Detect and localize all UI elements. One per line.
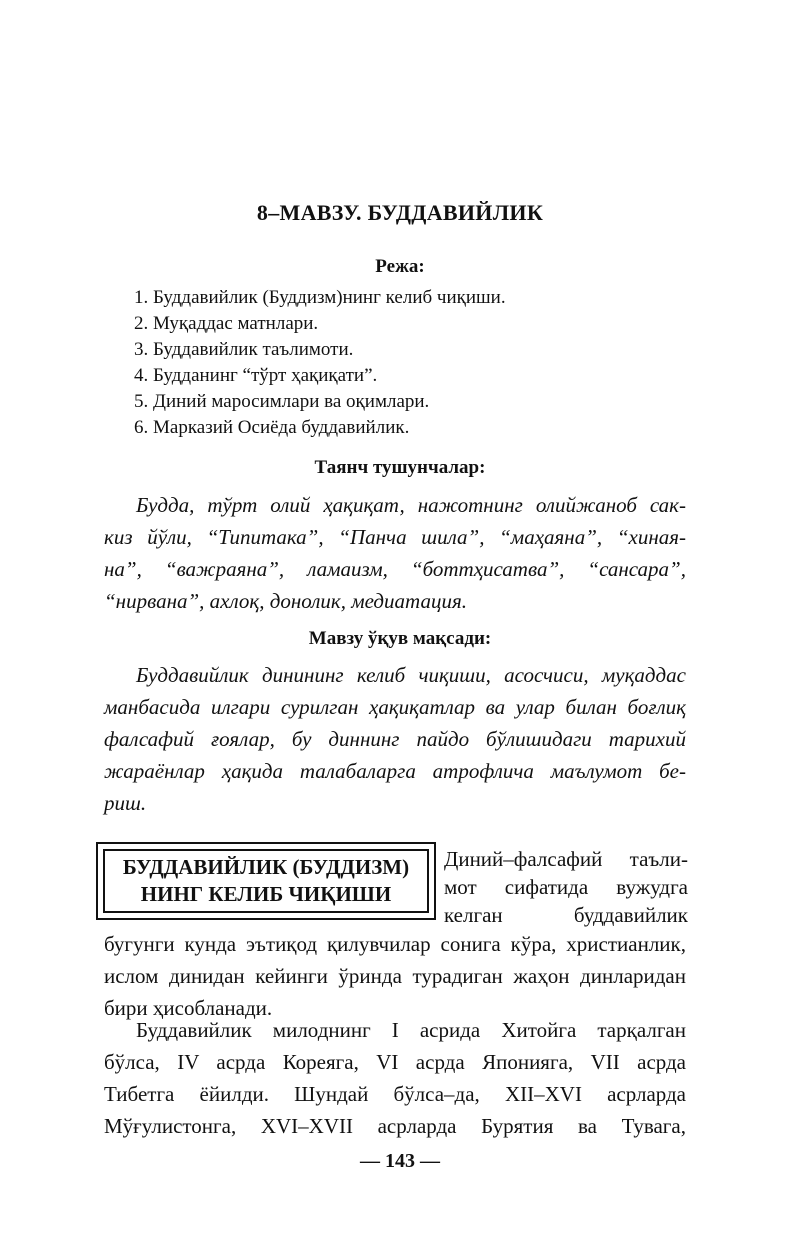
goal-line: фалсафий ғоялар, бу диннинг пайдо бўлишидаги тарихий: [104, 727, 686, 751]
plan-list: [134, 285, 506, 441]
concepts-heading: Таянч тушунчалар:: [314, 457, 486, 478]
goal-heading: Мавзу ўқув мақсади:: [308, 628, 492, 649]
paragraph-line: бўлса, IV асрда Кореяга, VI асрда Японияга, VII асрда: [104, 1050, 686, 1074]
plan-item: 6. Марказий Осиёда буддавийлик.: [134, 417, 410, 438]
page-title: 8–МАВЗУ. БУДДАВИЙЛИК: [256, 200, 544, 225]
goal-line: Буддавийлик динининг келиб чиқиши, асосчиси, муқаддас: [136, 663, 686, 687]
section-heading-line: НИНГ КЕЛИБ ЧИҚИШИ: [140, 882, 392, 906]
section-heading-box: [96, 842, 436, 920]
paragraph-line: бири ҳисобланади.: [104, 996, 273, 1020]
plan-item: 3. Буддавийлик таълимоти.: [134, 339, 354, 360]
concepts-line: Будда, тўрт олий ҳақиқат, нажотнинг олийжаноб сак-: [136, 493, 686, 517]
page-number: — 143 —: [360, 1150, 440, 1172]
concepts-text: [104, 489, 686, 617]
goal-line: манбасида илгари сурилган ҳақиқатлар ва улар билан боғлиқ: [104, 695, 686, 719]
concepts-line: киз йўли, “Типитака”, “Панча шила”, “маҳаяна”, “хиная-: [104, 525, 686, 549]
concepts-line: “нирвана”, ахлоқ, донолик, медиатация.: [104, 589, 467, 613]
intro-line: келган буддавийлик: [444, 903, 688, 927]
goal-line: риш.: [104, 791, 147, 815]
plan-item: 1. Буддавийлик (Буддизм)нинг келиб чиқиши.: [134, 287, 506, 308]
goal-line: жараёнлар ҳақида талабаларга атрофлича маълумот бе-: [104, 759, 686, 783]
concepts-line: на”, “важраяна”, ламаизм, “боттҳисатва”, “сансара”,: [104, 557, 686, 581]
intro-line: мот сифатида вужудга: [444, 875, 688, 899]
paragraph-line: ислом динидан кейинги ўринда турадиган жаҳон динларидан: [104, 964, 686, 988]
plan-heading: Режа:: [375, 256, 425, 277]
plan-item: 4. Будданинг “тўрт ҳақиқати”.: [134, 365, 378, 386]
paragraph-line: бугунги кунда эътиқод қилувчилар сонига кўра, христианлик,: [104, 932, 686, 956]
section-intro-wrap: [444, 845, 688, 929]
plan-item: 5. Диний маросимлари ва оқимлари.: [134, 391, 430, 412]
paragraph-line: Тибетга ёйилди. Шундай бўлса–да, XII–XVI асрларда: [104, 1082, 686, 1106]
plan-item: 2. Муқаддас матнлари.: [134, 313, 319, 334]
section-heading-line: БУДДАВИЙЛИК (БУДДИЗМ): [122, 855, 410, 879]
intro-line: Диний–фалсафий таъли-: [444, 847, 688, 871]
paragraph-1: [104, 928, 686, 1024]
paragraph-line: Буддавийлик милоднинг I асрида Хитойга тарқалган: [136, 1018, 686, 1042]
paragraph-2: [104, 1014, 686, 1142]
goal-text: [104, 659, 686, 819]
paragraph-line: Мўғулистонга, XVI–XVII асрларда Бурятия ва Тувага,: [104, 1114, 686, 1138]
section-heading-frame: [103, 849, 429, 913]
